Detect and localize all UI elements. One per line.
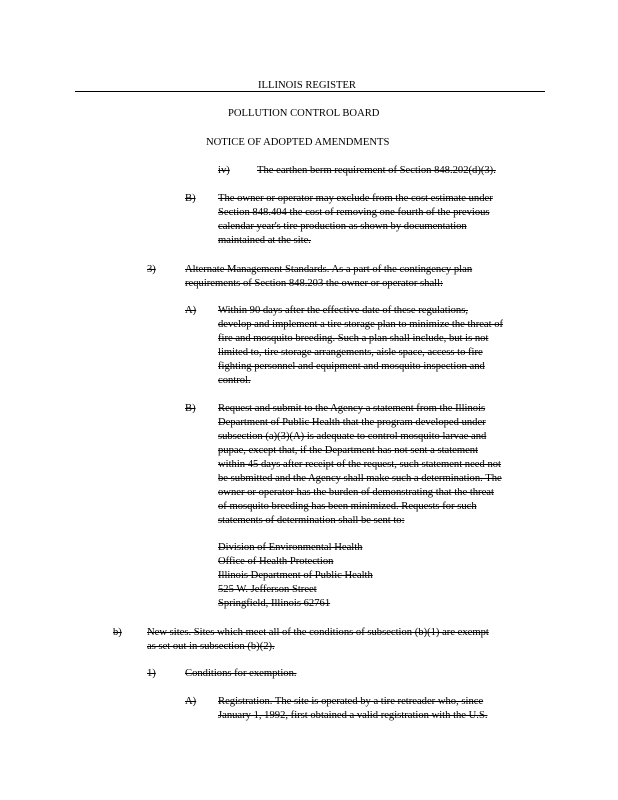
address-line: Springfield, Illinois 62761: [218, 598, 331, 609]
item-1-label: 1): [147, 668, 156, 679]
item-B2-line: Request and submit to the Agency a statement from the Illinois: [218, 403, 486, 414]
address-line: 525 W. Jefferson Street: [218, 584, 317, 595]
header-rule: [75, 91, 545, 92]
item-B-label: B): [185, 193, 196, 204]
item-B-line: The owner or operator may exclude from the cost estimate under: [218, 193, 493, 204]
item-A-line: Within 90 days after the effective date of these regulations,: [218, 305, 469, 316]
item-A-line: control.: [218, 375, 251, 386]
item-B-line: calendar year's tire production as shown by documentation: [218, 221, 467, 232]
item-A-label: A): [185, 305, 197, 316]
item-A2-line: January 1, 1992, first obtained a valid registration with the U.S.: [218, 710, 488, 721]
item-B2-line: pupae, except that, if the Department has not sent a statement: [218, 445, 479, 456]
item-A2-label: A): [185, 696, 197, 707]
item-B2-line: owner or operator has the burden of demonstrating that the threat: [218, 487, 494, 498]
item-B2-line: Department of Public Health that the program developed under: [218, 417, 486, 428]
item-B2-line: within 45 days after receipt of the request, such statement need not: [218, 459, 501, 470]
register-title: ILLINOIS REGISTER: [258, 80, 356, 91]
item-A-line: fighting personnel and equipment and mosquito inspection and: [218, 361, 485, 372]
item-B2-line: statements of determination shall be sent to:: [218, 515, 405, 526]
item-3-label: 3): [147, 264, 156, 275]
item-A-line: fire and mosquito breeding. Such a plan shall include, but is not: [218, 333, 489, 344]
item-A-line: develop and implement a tire storage plan to minimize the threat of: [218, 319, 504, 330]
item-b-line: New sites. Sites which meet all of the conditions of subsection (b)(1) are exempt: [147, 627, 489, 638]
item-B2-line: subsection (a)(3)(A) is adequate to control mosquito larvae and: [218, 431, 487, 442]
address-line: Illinois Department of Public Health: [218, 570, 373, 581]
item-B2-label: B): [185, 403, 196, 414]
item-1-text: Conditions for exemption.: [185, 668, 297, 679]
item-b-label: b): [113, 627, 122, 638]
item-B2-line: of mosquito breeding has been minimized. Requests for such: [218, 501, 477, 512]
item-B-line: maintained at the site.: [218, 235, 311, 246]
item-iv-label: iv): [218, 165, 230, 176]
item-3-line: requirements of Section 848.203 the owner or operator shall:: [185, 278, 444, 289]
item-3-line: Alternate Management Standards. As a part of the contingency plan: [185, 264, 473, 275]
item-A2-line: Registration. The site is operated by a tire retreader who, since: [218, 696, 484, 707]
item-B-line: Section 848.404 the cost of removing one fourth of the previous: [218, 207, 490, 218]
address-line: Division of Environmental Health: [218, 542, 363, 553]
item-A-line: limited to, tire storage arrangements, aisle space, access to fire: [218, 347, 483, 358]
address-line: Office of Health Protection: [218, 556, 334, 567]
agency-title: POLLUTION CONTROL BOARD: [228, 108, 380, 119]
item-iv-text: The earthen berm requirement of Section 848.202(d)(3).: [257, 165, 496, 176]
item-b-line: as set out in subsection (b)(2).: [147, 641, 275, 652]
item-B2-line: be submitted and the Agency shall make such a determination. The: [218, 473, 502, 484]
notice-title: NOTICE OF ADOPTED AMENDMENTS: [206, 137, 390, 148]
